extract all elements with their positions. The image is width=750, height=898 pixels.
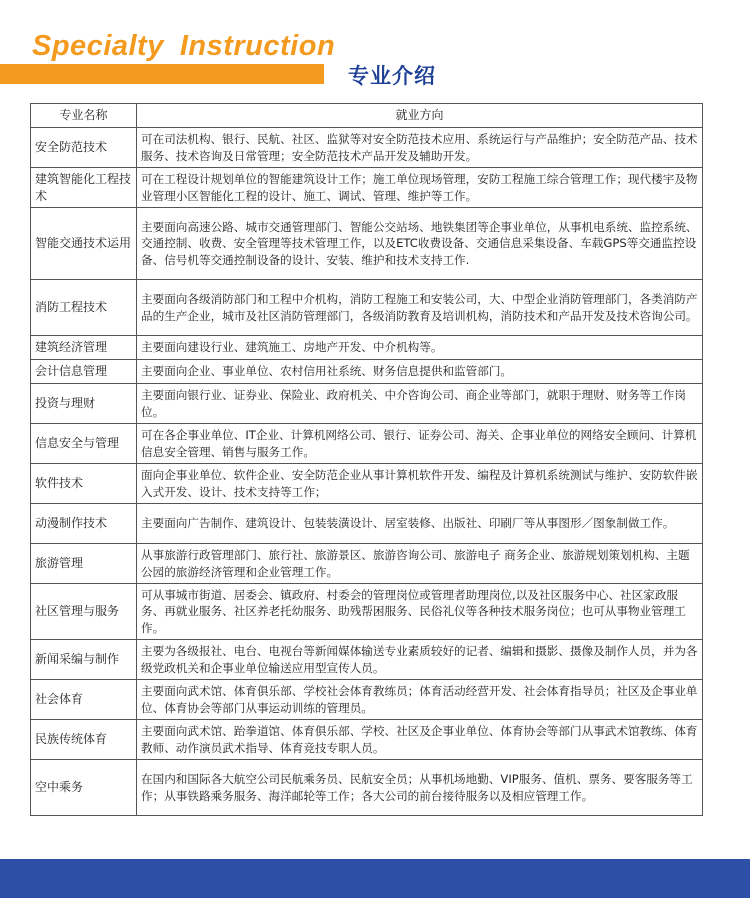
employment-direction-cell: 主要面向银行业、证券业、保险业、政府机关、中介咨询公司、商企业等部门，就职于理财、财务等工作岗位。	[137, 384, 703, 424]
orange-accent-bar	[0, 64, 324, 84]
specialty-name-cell: 社会体育	[31, 680, 137, 720]
table-row	[31, 168, 703, 208]
specialty-name-cell: 信息安全与管理	[31, 424, 137, 464]
specialty-name-cell: 社区管理与服务	[31, 584, 137, 640]
table-row	[31, 640, 703, 680]
employment-direction-cell: 主要面向武术馆、跆拳道馆、体育俱乐部、学校、社区及企事业单位、体育协会等部门从事武术馆教练、体育教师、动作演员武术指导、体育竞技专职人员。	[137, 720, 703, 760]
table-row	[31, 760, 703, 816]
table-row	[31, 128, 703, 168]
specialty-name-cell: 旅游管理	[31, 544, 137, 584]
chinese-title: 专业介绍	[348, 64, 436, 88]
table-row	[31, 720, 703, 760]
english-title-word-2: Instruction	[179, 30, 336, 62]
table-row	[31, 208, 703, 280]
specialty-table	[30, 103, 703, 816]
employment-direction-cell: 主要面向武术馆、体育俱乐部、学校社会体育教练员；体育活动经营开发、社会体育指导员；社区及企事业单位、体育协会等部门从事运动训练的管理员。	[137, 680, 703, 720]
employment-direction-cell: 可在司法机构、银行、民航、社区、监狱等对安全防范技术应用、系统运行与产品维护；安全防范产品、技术服务、技术咨询及日常管理；安全防范技术产品开发及辅助开发。	[137, 128, 703, 168]
employment-direction-cell: 主要面向企业、事业单位、农村信用社系统、财务信息提供和监管部门。	[137, 360, 703, 384]
specialty-name-cell: 建筑经济管理	[31, 336, 137, 360]
english-title	[32, 30, 335, 63]
specialty-name-cell: 投资与理财	[31, 384, 137, 424]
table-body	[31, 128, 703, 816]
table-row	[31, 504, 703, 544]
column-header-name: 专业名称	[31, 104, 137, 128]
table-row	[31, 336, 703, 360]
specialty-name-cell: 动漫制作技术	[31, 504, 137, 544]
table-row	[31, 424, 703, 464]
table-row	[31, 360, 703, 384]
table-row	[31, 384, 703, 424]
specialty-name-cell: 消防工程技术	[31, 280, 137, 336]
employment-direction-cell: 主要面向建设行业、建筑施工、房地产开发、中介机构等。	[137, 336, 703, 360]
specialty-name-cell: 软件技术	[31, 464, 137, 504]
employment-direction-cell: 主要面向各级消防部门和工程中介机构，消防工程施工和安装公司，大、中型企业消防管理部门，各类消防产品的生产企业，城市及社区消防管理部门，各级消防教育及培训机构，消防技术和产品开发及技术咨询公司。	[137, 280, 703, 336]
specialty-name-cell: 民族传统体育	[31, 720, 137, 760]
table-row	[31, 680, 703, 720]
employment-direction-cell: 可在各企事业单位、IT企业、计算机网络公司、银行、证券公司、海关、企事业单位的网络安全顾问、计算机信息安全管理、销售与服务工作。	[137, 424, 703, 464]
table-row	[31, 464, 703, 504]
specialty-name-cell: 空中乘务	[31, 760, 137, 816]
specialty-name-cell: 安全防范技术	[31, 128, 137, 168]
employment-direction-cell: 主要为各级报社、电台、电视台等新闻媒体输送专业素质较好的记者、编辑和摄影、摄像及制作人员，并为各级党政机关和企事业单位输送应用型宣传人员。	[137, 640, 703, 680]
table-header-row	[31, 104, 703, 128]
page-header	[0, 0, 750, 100]
specialty-name-cell: 智能交通技术运用	[31, 208, 137, 280]
employment-direction-cell: 可从事城市街道、居委会、镇政府、村委会的管理岗位或管理者助理岗位,以及社区服务中心、社区家政服务、再就业服务、社区养老托幼服务、助残帮困服务、民俗礼仪等各种技术服务岗位；也可从事物业管理工作。	[137, 584, 703, 640]
table-row	[31, 584, 703, 640]
table-row	[31, 544, 703, 584]
employment-direction-cell: 主要面向高速公路、城市交通管理部门、智能公交站场、地铁集团等企事业单位，从事机电系统、监控系统、交通控制、收费、安全管理等技术管理工作，以及ETC收费设备、交通信息采集设备、车载GPS等交通监控设备、信号机等交通控制设备的设计、安装、维护和技术支持工作.	[137, 208, 703, 280]
column-header-direction: 就业方向	[137, 104, 703, 128]
employment-direction-cell: 在国内和国际各大航空公司民航乘务员、民航安全员；从事机场地勤、VIP服务、值机、票务、要客服务等工作；从事铁路乘务服务、海洋邮轮等工作；各大公司的前台接待服务以及相应管理工作。	[137, 760, 703, 816]
employment-direction-cell: 从事旅游行政管理部门、旅行社、旅游景区、旅游咨询公司、旅游电子 商务企业、旅游规划策划机构、主题公园的旅游经济管理和企业管理工作。	[137, 544, 703, 584]
employment-direction-cell: 面向企事业单位、软件企业、安全防范企业从事计算机软件开发、编程及计算机系统测试与维护、安防软件嵌入式开发、设计、技术支持等工作；	[137, 464, 703, 504]
footer-bar	[0, 859, 750, 898]
employment-direction-cell: 可在工程设计规划单位的智能建筑设计工作；施工单位现场管理，安防工程施工综合管理工作；现代楼宇及物业管理小区智能化工程的设计、施工、调试、管理、维护等工作。	[137, 168, 703, 208]
specialty-name-cell: 会计信息管理	[31, 360, 137, 384]
employment-direction-cell: 主要面向广告制作、建筑设计、包装装潢设计、居室装修、出版社、印刷厂等从事图形／图象制做工作。	[137, 504, 703, 544]
specialty-name-cell: 新闻采编与制作	[31, 640, 137, 680]
specialty-name-cell: 建筑智能化工程技术	[31, 168, 137, 208]
table-row	[31, 280, 703, 336]
english-title-word-1: Specialty	[32, 30, 164, 62]
